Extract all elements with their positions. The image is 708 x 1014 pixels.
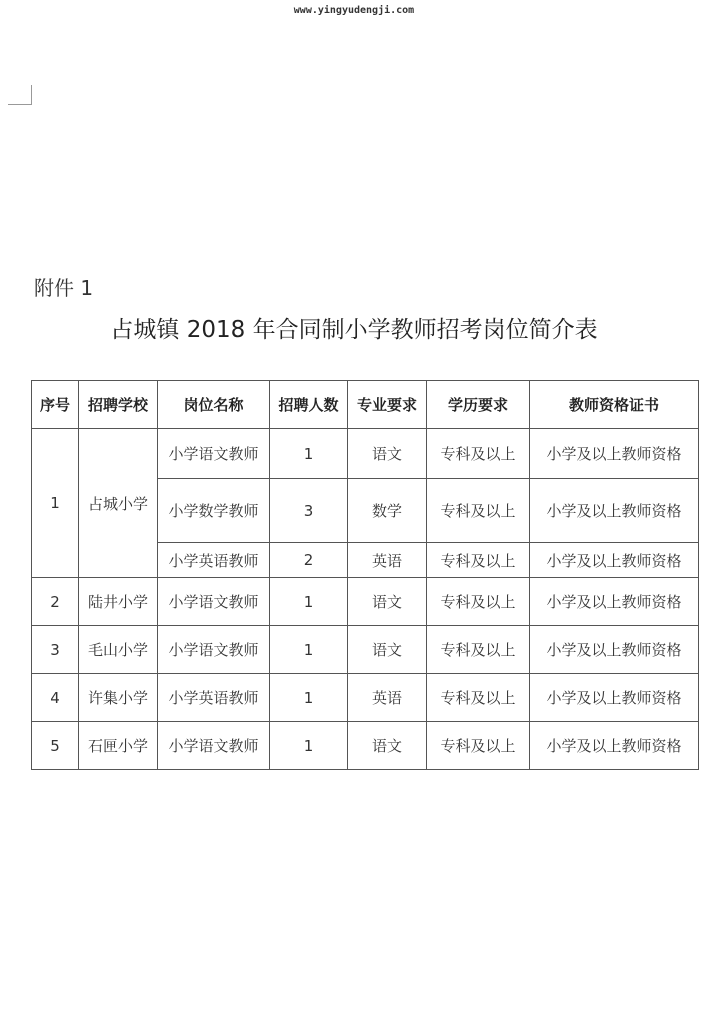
school-cell: 石匣小学 <box>79 722 158 770</box>
table-row <box>32 429 699 479</box>
attachment-label: 附件 1 <box>34 276 94 300</box>
table-row <box>32 626 699 674</box>
recruitment-table <box>31 380 699 770</box>
major-cell: 语文 <box>348 578 427 626</box>
count-cell: 2 <box>270 543 348 578</box>
certificate-cell: 小学及以上教师资格 <box>530 479 699 543</box>
school-cell: 陆井小学 <box>79 578 158 626</box>
table-row <box>32 578 699 626</box>
certificate-cell: 小学及以上教师资格 <box>530 674 699 722</box>
count-cell: 1 <box>270 722 348 770</box>
count-cell: 1 <box>270 429 348 479</box>
certificate-cell: 小学及以上教师资格 <box>530 626 699 674</box>
watermark-url: www.yingyudengji.com <box>293 5 415 16</box>
education-cell: 专科及以上 <box>427 429 530 479</box>
header-cell: 招聘人数 <box>270 381 348 429</box>
header-cell: 专业要求 <box>348 381 427 429</box>
index-cell: 2 <box>32 578 79 626</box>
major-cell: 英语 <box>348 674 427 722</box>
count-cell: 3 <box>270 479 348 543</box>
table-row <box>32 674 699 722</box>
certificate-cell: 小学及以上教师资格 <box>530 578 699 626</box>
position-cell: 小学数学教师 <box>158 479 270 543</box>
major-cell: 数学 <box>348 479 427 543</box>
index-cell: 5 <box>32 722 79 770</box>
position-cell: 小学语文教师 <box>158 578 270 626</box>
education-cell: 专科及以上 <box>427 578 530 626</box>
header-cell: 学历要求 <box>427 381 530 429</box>
page-corner-mark <box>8 85 32 105</box>
major-cell: 英语 <box>348 543 427 578</box>
education-cell: 专科及以上 <box>427 479 530 543</box>
position-cell: 小学语文教师 <box>158 722 270 770</box>
document-title: 占城镇 2018 年合同制小学教师招考岗位简介表 <box>110 317 598 343</box>
position-cell: 小学英语教师 <box>158 543 270 578</box>
education-cell: 专科及以上 <box>427 626 530 674</box>
major-cell: 语文 <box>348 626 427 674</box>
table-row <box>32 722 699 770</box>
major-cell: 语文 <box>348 429 427 479</box>
certificate-cell: 小学及以上教师资格 <box>530 429 699 479</box>
count-cell: 1 <box>270 578 348 626</box>
header-cell: 序号 <box>32 381 79 429</box>
certificate-cell: 小学及以上教师资格 <box>530 543 699 578</box>
index-cell: 4 <box>32 674 79 722</box>
count-cell: 1 <box>270 626 348 674</box>
education-cell: 专科及以上 <box>427 543 530 578</box>
major-cell: 语文 <box>348 722 427 770</box>
school-cell: 占城小学 <box>79 429 158 578</box>
index-cell: 3 <box>32 626 79 674</box>
position-cell: 小学语文教师 <box>158 626 270 674</box>
position-cell: 小学语文教师 <box>158 429 270 479</box>
education-cell: 专科及以上 <box>427 722 530 770</box>
education-cell: 专科及以上 <box>427 674 530 722</box>
count-cell: 1 <box>270 674 348 722</box>
position-cell: 小学英语教师 <box>158 674 270 722</box>
index-cell: 1 <box>32 429 79 578</box>
school-cell: 许集小学 <box>79 674 158 722</box>
certificate-cell: 小学及以上教师资格 <box>530 722 699 770</box>
header-cell: 岗位名称 <box>158 381 270 429</box>
header-cell: 招聘学校 <box>79 381 158 429</box>
table-header-row <box>32 381 699 429</box>
school-cell: 毛山小学 <box>79 626 158 674</box>
header-cell: 教师资格证书 <box>530 381 699 429</box>
